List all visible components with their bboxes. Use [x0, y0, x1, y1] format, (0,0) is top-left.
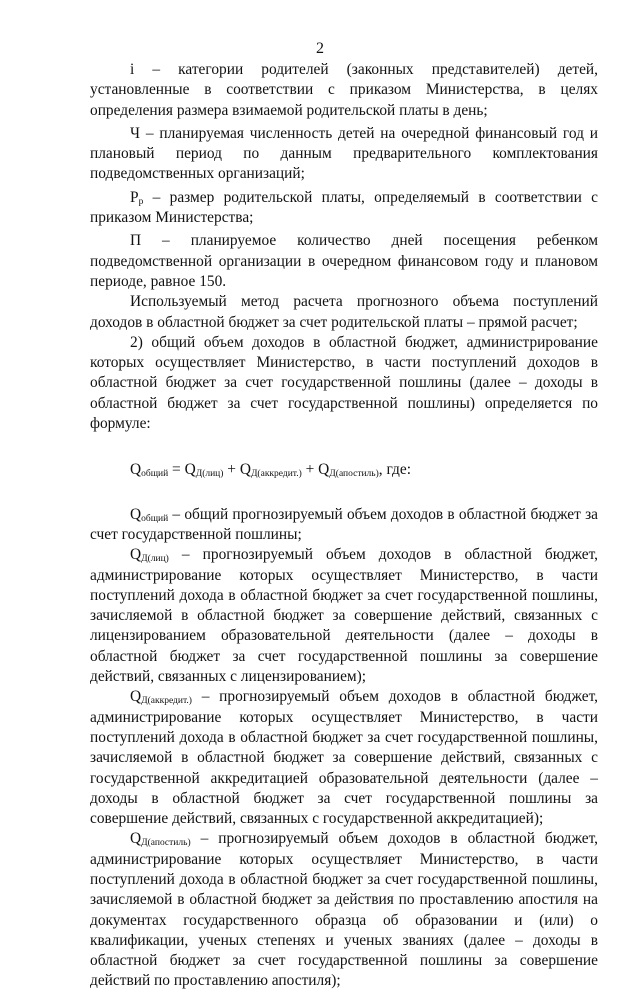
- definition-text: – прогнозируемый объем доходов в областной бюджет, администрирование которых осуществляет Министерство, в части поступлений дохода в областной бюджет за счет государственной пошлины, зачисляемой в областной бюджет за совершение действий, связанных с лицензированием образовательной деятельности (далее – доходы в областной бюджет за счет государственной пошлины за совершение действий, связанных с лицензированием);: [90, 546, 598, 686]
- definition-p: [90, 231, 598, 292]
- definition-subscript: Д(лиц): [141, 554, 169, 565]
- definition-symbol: i: [130, 61, 135, 78]
- definition-subscript: р: [138, 196, 144, 207]
- definition-subscript: общий: [141, 513, 169, 524]
- definition-rp: [90, 188, 598, 229]
- definition-text: – планируемая численность детей на очередной финансовый год и плановый период по данным предварительного комплектования подведомственных организаций;: [90, 124, 598, 183]
- definition-text: – прогнозируемый объем доходов в областной бюджет, администрирование которых осуществляет Министерство, в части поступлений дохода в областной бюджет за счет государственной пошлины, зачисляемой в областной бюджет за действия по проставлению апостиля на документах государственного образца об образовании и (или) о квалификации, ученых степенях и ученых званиях (далее – доходы в областной бюджет за счет государственной пошлины за совершение действий по проставлению апостиля);: [90, 830, 598, 990]
- definition-subscript: Д(апостиль): [141, 838, 191, 849]
- formula-term-3: Q: [318, 461, 330, 479]
- definition-subscript: Д(аккредит.): [141, 696, 192, 707]
- definition-text: – планируемое количество дней посещения ребенком подведомственной организации в очередном финансовом году и плановом периоде, равное 150.: [90, 232, 598, 290]
- document-body: [90, 60, 598, 992]
- definition-q-license: [90, 545, 598, 687]
- definition-text: – категории родителей (законных представителей) детей, установленные в соответствии с приказом Министерства, в целях определения размера взимаемой родительской платы в день;: [90, 61, 598, 119]
- formula-term-1-sub: Д(лиц): [195, 469, 224, 480]
- definition-symbol: Q: [130, 830, 142, 848]
- formula-equals: =: [168, 461, 185, 479]
- formula-suffix: , где:: [378, 461, 411, 479]
- item-2-paragraph: 2) общий объем доходов в областной бюджет, администрирование которых осуществляет Министерство, в части поступлений доходов в областной бюджет за счет государственной пошлины (далее – доходы в областной бюджет за счет государственной пошлины) определяется по формуле:: [90, 333, 598, 433]
- formula-plus-1: +: [223, 461, 240, 479]
- definition-q-apostille: [90, 829, 598, 991]
- formula-term-2-sub: Д(аккредит.): [250, 469, 302, 480]
- definition-q-accreditation: [90, 687, 598, 829]
- definition-text: – общий прогнозируемый объем доходов в областной бюджет за счет государственной пошлины;: [90, 505, 598, 543]
- formula-term-1: Q: [184, 461, 196, 479]
- definition-symbol: Q: [130, 505, 142, 523]
- definition-ch: [90, 124, 598, 185]
- page-number: 2: [316, 40, 324, 57]
- definition-text: – размер родительской платы, определяемый в соответствии с приказом Министерства;: [90, 188, 598, 227]
- definition-symbol: П: [130, 232, 142, 250]
- formula-lhs-sub: общий: [141, 469, 169, 480]
- formula-plus-2: +: [301, 461, 319, 479]
- definition-q-total: [90, 505, 598, 546]
- formula: [90, 460, 598, 480]
- definition-text: – прогнозируемый объем доходов в областной бюджет, администрирование которых осуществляет Министерство, в части поступлений дохода в областной бюджет за счет государственной пошлины, зачисляемой в областной бюджет за совершение действий, связанных с государственной аккредитацией образовательной деятельности (далее – доходы в областной бюджет за счет государственной пошлины за совершение действий, связанных с государственной аккредитацией);: [90, 688, 598, 828]
- definition-symbol: Ч: [130, 124, 141, 142]
- formula-term-2: Q: [239, 461, 251, 479]
- definition-i: [90, 60, 598, 121]
- formula-term-3-sub: Д(апостиль): [329, 469, 379, 480]
- formula-lhs: Q: [130, 461, 142, 479]
- method-paragraph: Используемый метод расчета прогнозного объема поступлений доходов в областной бюджет за счет родительской платы – прямой расчет;: [90, 293, 598, 331]
- definition-symbol: Q: [130, 688, 142, 706]
- definition-symbol: Q: [130, 546, 142, 564]
- definition-symbol: Р: [130, 188, 139, 206]
